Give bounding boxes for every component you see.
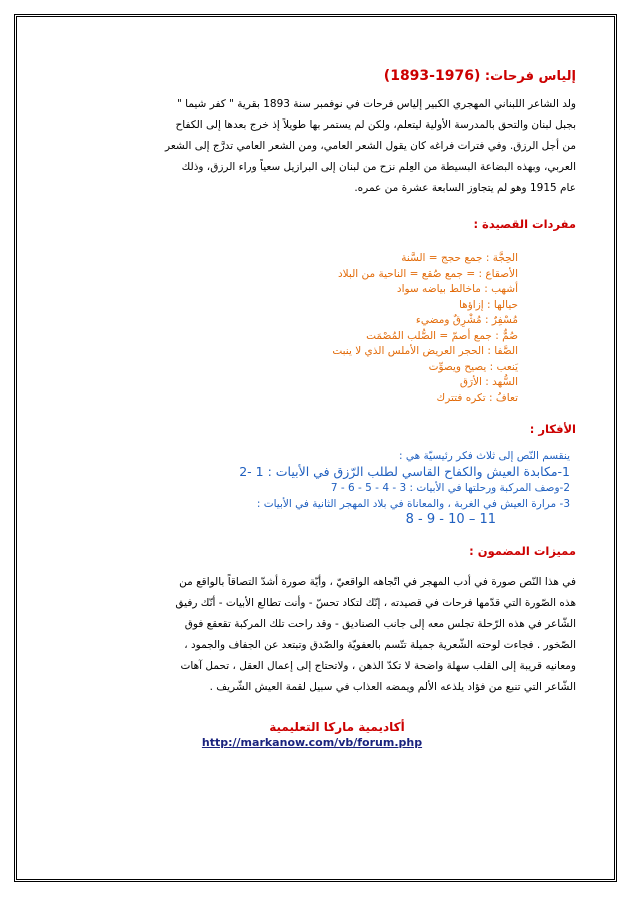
- features-line: في هذا النّص صورة في أدب المهجر في اتّجاهه الواقعيّ ، وأيّة صورة أشدّ التصاقاً بالواقع من: [179, 576, 576, 588]
- bio-line: العربي، وبهذه البضاعة البسيطة من العِلم نزح من لبنان إلى البرازيل سعياً وراء الرزق، وذلك: [181, 161, 576, 173]
- bio-line: بجبل لبنان والتحق بالمدرسة الأولية ليتعلم، ولكن لم يستمر بها طويلاً إذ خرج بعدها إلى الكفاح: [175, 119, 576, 131]
- features-line: ومعانيه قريبة إلى القلب سهلة واضحة لا تكدّ الذهن ، ولاتحتاج إلى إعمال العقل ، تحمل آهات: [180, 660, 576, 672]
- vocab-item: الصَّفا : الحجر العريض الأملس الذي لا ينبت: [332, 345, 518, 357]
- vocab-item: حيالها : إزاؤها: [458, 298, 518, 311]
- ideas-heading: الأفكار :: [529, 422, 576, 436]
- document-content: [38, 62, 576, 749]
- vocab-item: السُّهد : الأرَق: [459, 376, 518, 388]
- poet-title: [38, 68, 576, 84]
- bio-line: ولد الشاعر اللبناني المهجري الكبير إلياس فرحات في نوفمبر سنة 1893 بقرية " كفر شيما ": [176, 98, 576, 110]
- vocab-item: الأصقاع : = جمع صُقع = الناحية من البلاد: [337, 267, 518, 280]
- vocab-item: تعافُ : تكره فتترك: [436, 391, 518, 404]
- idea-verses: 11 – 10 - 9 - 8: [405, 512, 496, 527]
- features-text: [38, 572, 576, 698]
- forum-link[interactable]: http://markanow.com/vb/forum.php: [201, 736, 423, 749]
- academy-name: أكاديمية ماركا التعليمية: [269, 720, 405, 734]
- poet-name: إلياس فرحات:: [480, 69, 576, 84]
- idea-item: 2-وصف المركبة ورحلتها في الأبيات : 3 - 4 - 5 - 6 - 7: [330, 482, 570, 494]
- features-line: الصّخور . فجاءت لوحته الشّعرية جميلة تتّسم بالعفويّة والصّدق وتبتعد عن الجفاف والجمود ،: [184, 639, 576, 651]
- vocab-item: صُمٌّ : جمع أصمّ = الصُّلب المُصْمَت: [366, 329, 518, 342]
- vocab-list: [38, 251, 518, 406]
- vocab-item: يَنعب : يصيح ويصوِّت: [428, 360, 518, 373]
- idea-item: 1-مكابدة العيش والكفاح القاسي لطلب الرّزق في الأبيات : 1 -2: [239, 464, 570, 479]
- biography: [38, 94, 576, 199]
- vocab-item: أشهب : ماخالط بياضه سواد: [396, 283, 518, 295]
- features-line: هذه الصّورة التي قدّمها فرحات في قصيدته ، إنّك لتكاد تحسّ - وأنت تطالع الأبيات - أنّك رفيق: [175, 597, 576, 609]
- features-line: الشّاعر التي تنبع من فؤاد يلذعه الألم ويمضه العذاب في سبيل لقمة العيش الشّريف .: [209, 681, 576, 693]
- bio-line: عام 1915 وهو لم يتجاوز السابعة عشرة من عمره.: [354, 182, 576, 194]
- bio-line: من أجل الرزق. وفي فترات فراغه كان يقول الشعر العامي، ومن الشعر العامي تدرَّج إلى الشعر: [165, 140, 576, 152]
- idea-item: 3- مرارة العيش في الغربة ، والمعاناة في بلاد المهجر الثانية في الأبيات :: [256, 498, 570, 510]
- poet-years: (1976-1893): [383, 68, 481, 84]
- ideas-list: [38, 448, 576, 528]
- vocab-item: الحِجَّة : جمع حجج = السَّنة: [401, 252, 518, 264]
- vocab-item: مُسْفِرٌ : مُشْرِقٌ ومضيء: [415, 314, 518, 326]
- features-heading: مميزات المضمون :: [469, 544, 576, 558]
- features-line: الشّاعر في هذه الرّحلة تجلس معه إلى جانب الصناديق - وقد راحت تلك المركبة تقعقع فوق: [184, 618, 576, 630]
- ideas-intro: ينقسم النّص إلى ثلاث فكر رئيسيّة هي :: [399, 450, 570, 462]
- vocab-heading: مفردات القصيدة :: [473, 217, 576, 231]
